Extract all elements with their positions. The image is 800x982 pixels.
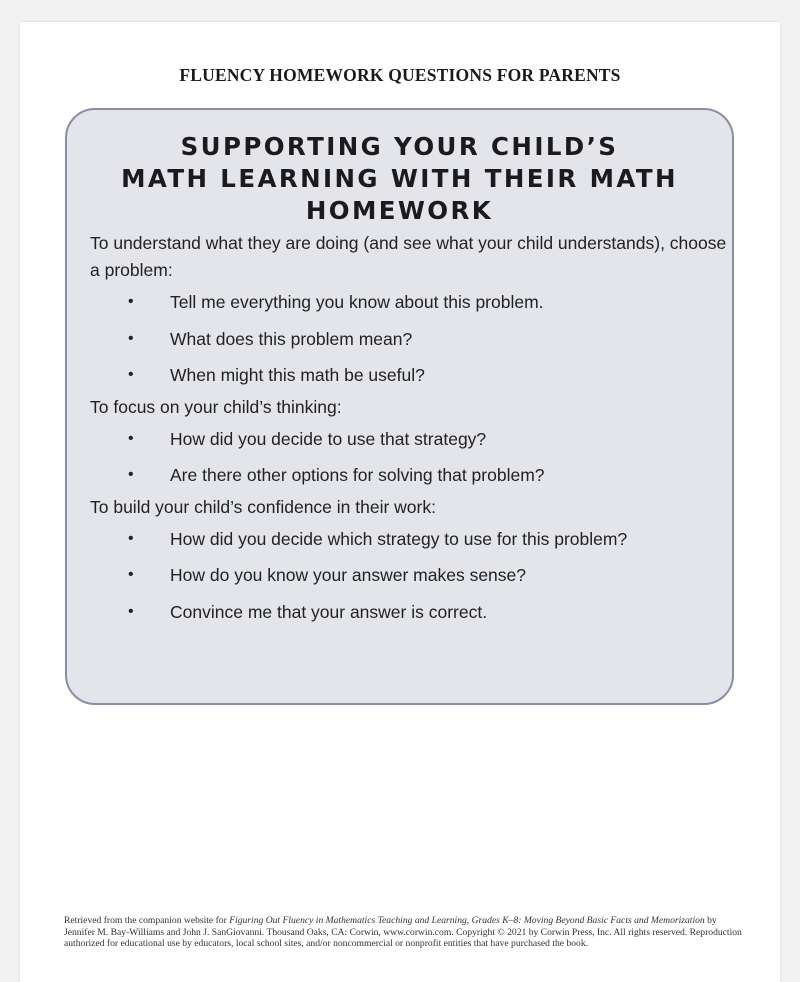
section-intro-confidence: To build your child’s confidence in their work:	[90, 496, 436, 517]
question-list-confidence	[67, 521, 732, 631]
section-intro-thinking: To focus on your child’s thinking:	[90, 396, 342, 417]
bullet-icon: •	[128, 466, 134, 483]
bullet-icon: •	[128, 366, 134, 383]
worksheet-page	[20, 22, 780, 982]
bullet-icon: •	[128, 529, 134, 547]
panel-title-line: MATH LEARNING WITH THEIR MATH	[121, 164, 678, 193]
section-intro-understand: To understand what they are doing (and see what your child understands), choose a problem:	[90, 233, 727, 280]
question-text: What does this problem mean?	[170, 328, 413, 349]
question-text: Are there other options for solving that problem?	[170, 465, 545, 485]
questions-panel	[65, 108, 734, 705]
question-item	[67, 521, 732, 558]
bullet-icon: •	[128, 293, 134, 310]
panel-title-line: HOMEWORK	[305, 196, 494, 225]
question-text: Tell me everything you know about this problem.	[170, 292, 544, 312]
panel-title	[67, 131, 732, 227]
question-item	[67, 557, 732, 594]
question-item	[67, 457, 732, 494]
bullet-icon: •	[128, 566, 134, 583]
question-item	[67, 321, 732, 358]
question-text: How did you decide to use that strategy?	[170, 428, 487, 449]
question-item	[67, 357, 732, 394]
question-item	[67, 594, 732, 631]
copyright-footer	[64, 915, 742, 950]
footer-prefix: Retrieved from the companion website for	[64, 915, 230, 926]
question-item	[67, 421, 732, 458]
bullet-icon: •	[128, 602, 134, 620]
question-text: How did you decide which strategy to use for this problem?	[170, 528, 628, 549]
footer-book-title: Figuring Out Fluency in Mathematics Teaching and Learning, Grades K–8: Moving Beyond Basic Facts and Memorization	[229, 915, 705, 926]
question-text: Convince me that your answer is correct.	[170, 601, 488, 622]
question-list-understand	[67, 284, 732, 394]
bullet-icon: •	[128, 429, 134, 447]
question-text: When might this math be useful?	[170, 365, 425, 385]
page-header: FLUENCY HOMEWORK QUESTIONS FOR PARENTS	[179, 65, 621, 85]
question-item	[67, 284, 732, 321]
bullet-icon: •	[128, 329, 134, 347]
question-list-thinking	[67, 421, 732, 494]
footer-suffix: by Jennifer M. Bay-Williams and John J. SanGiovanni. Thousand Oaks, CA: Corwin, www.corwin.com. Copyright © 2021 by Corwin Press, Inc. All rights reserved. Reproduction authorized for educational use by educators, local school sites, and/or noncommercial or nonprofit entities that have purchased the book.	[64, 915, 742, 950]
question-text: How do you know your answer makes sense?	[170, 565, 527, 585]
panel-title-line: SUPPORTING YOUR CHILD’S	[180, 132, 619, 161]
